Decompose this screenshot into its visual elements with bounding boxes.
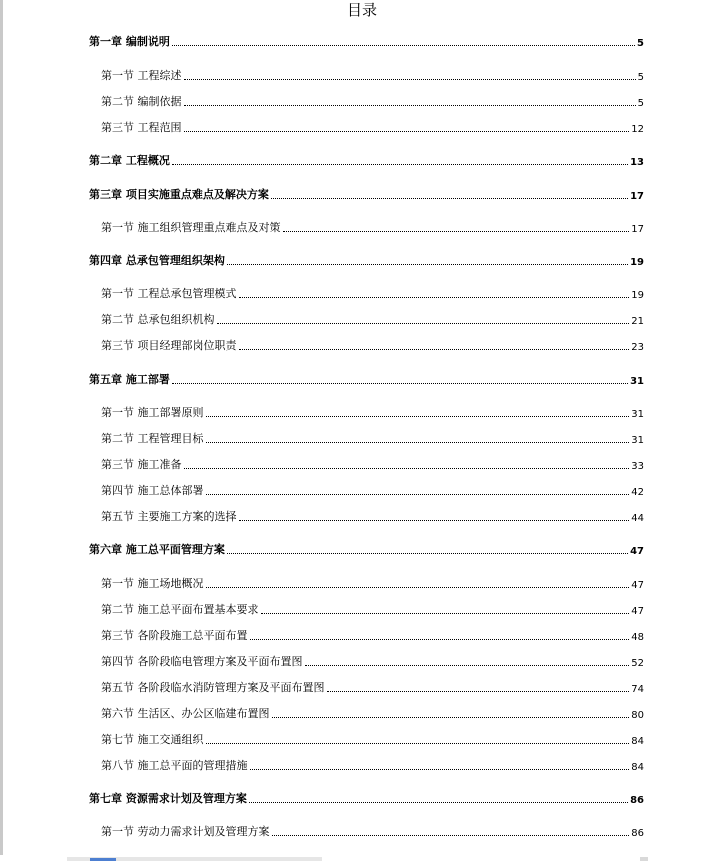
toc-dot-leader xyxy=(184,131,630,132)
toc-section-entry[interactable] xyxy=(101,679,644,695)
toc-section-entry[interactable] xyxy=(101,67,644,83)
toc-page-number: 84 xyxy=(631,736,644,747)
toc-entry-label: 第二节 编制依据 xyxy=(101,95,182,108)
bottom-scrollbar-area xyxy=(0,855,724,861)
toc-page-number: 42 xyxy=(631,487,644,498)
toc-page-number: 48 xyxy=(631,632,644,643)
toc-section-entry[interactable] xyxy=(101,823,644,839)
toc-entry-label: 第二节 工程管理目标 xyxy=(101,432,204,445)
toc-section-entry[interactable] xyxy=(101,93,644,109)
toc-section-entry[interactable] xyxy=(101,757,644,773)
toc-entry-label: 第四节 各阶段临电管理方案及平面布置图 xyxy=(101,655,303,668)
toc-entry-label: 第五章 施工部署 xyxy=(89,373,170,386)
toc-dot-leader xyxy=(227,264,628,265)
toc-entry-label: 第七章 资源需求计划及管理方案 xyxy=(89,792,247,805)
toc-entry-label: 第三章 项目实施重点难点及解决方案 xyxy=(89,188,269,201)
toc-page-number: 17 xyxy=(631,224,644,235)
toc-page-number: 33 xyxy=(631,461,644,472)
toc-dot-leader xyxy=(271,198,628,199)
scroll-corner xyxy=(640,857,648,861)
toc-chapter-entry[interactable] xyxy=(89,790,644,806)
toc-section-entry[interactable] xyxy=(101,404,644,420)
toc-entry-label: 第一节 施工部署原则 xyxy=(101,406,204,419)
toc-dot-leader xyxy=(305,665,630,666)
toc-page-number: 31 xyxy=(630,376,644,387)
toc-entry-label: 第一节 劳动力需求计划及管理方案 xyxy=(101,825,270,838)
toc-page-number: 5 xyxy=(637,38,644,49)
toc-entry-label: 第三节 工程范围 xyxy=(101,121,182,134)
toc-dot-leader xyxy=(184,79,636,80)
toc-chapter-entry[interactable] xyxy=(89,33,644,49)
toc-entry-label: 第七节 施工交通组织 xyxy=(101,733,204,746)
toc-dot-leader xyxy=(206,587,630,588)
toc-page-number: 19 xyxy=(631,290,644,301)
toc-dot-leader xyxy=(217,323,630,324)
toc-page-number: 31 xyxy=(631,435,644,446)
toc-entry-label: 第一节 工程总承包管理模式 xyxy=(101,287,237,300)
toc-dot-leader xyxy=(283,231,630,232)
toc-section-entry[interactable] xyxy=(101,119,644,135)
toc-dot-leader xyxy=(249,802,628,803)
toc-section-entry[interactable] xyxy=(101,627,644,643)
toc-section-entry[interactable] xyxy=(101,601,644,617)
toc-page-number: 5 xyxy=(637,72,644,83)
toc-entry-label: 第四节 施工总体部署 xyxy=(101,484,204,497)
toc-page-number: 84 xyxy=(631,762,644,773)
toc-dot-leader xyxy=(250,769,630,770)
toc-dot-leader xyxy=(239,297,630,298)
toc-entry-label: 第三节 施工准备 xyxy=(101,458,182,471)
toc-page-number: 44 xyxy=(631,513,644,524)
toc-entry-label: 第二章 工程概况 xyxy=(89,154,170,167)
toc-page-number: 80 xyxy=(631,710,644,721)
toc-chapter-entry[interactable] xyxy=(89,371,644,387)
toc-page-number: 13 xyxy=(630,157,644,168)
toc-section-entry[interactable] xyxy=(101,482,644,498)
toc-section-entry[interactable] xyxy=(101,575,644,591)
toc-dot-leader xyxy=(250,639,630,640)
toc-dot-leader xyxy=(206,494,630,495)
toc-entry-label: 第三节 各阶段施工总平面布置 xyxy=(101,629,248,642)
toc-page-number: 5 xyxy=(637,98,644,109)
toc-page-number: 47 xyxy=(630,546,644,557)
toc-dot-leader xyxy=(172,383,628,384)
toc-entry-label: 第六章 施工总平面管理方案 xyxy=(89,543,225,556)
toc-entry-label: 第六节 生活区、办公区临建布置图 xyxy=(101,707,270,720)
toc-section-entry[interactable] xyxy=(101,311,644,327)
toc-entry-label: 第一节 工程综述 xyxy=(101,69,182,82)
toc-entry-label: 第四章 总承包管理组织架构 xyxy=(89,254,225,267)
toc-section-entry[interactable] xyxy=(101,705,644,721)
document-title: 目录 xyxy=(346,1,377,19)
toc-dot-leader xyxy=(172,45,635,46)
toc-entry-label: 第五节 主要施工方案的选择 xyxy=(101,510,237,523)
toc-section-entry[interactable] xyxy=(101,508,644,524)
toc-dot-leader xyxy=(239,349,630,350)
toc-section-entry[interactable] xyxy=(101,456,644,472)
toc-page-number: 21 xyxy=(631,316,644,327)
toc-page-number: 47 xyxy=(631,580,644,591)
toc-page-number: 23 xyxy=(631,342,644,353)
toc-dot-leader xyxy=(206,743,630,744)
toc-page-number: 52 xyxy=(631,658,644,669)
toc-entry-label: 第三节 项目经理部岗位职责 xyxy=(101,339,237,352)
toc-chapter-entry[interactable] xyxy=(89,152,644,168)
toc-page-number: 19 xyxy=(630,257,644,268)
toc-page-number: 86 xyxy=(630,795,644,806)
toc-chapter-entry[interactable] xyxy=(89,541,644,557)
toc-page-number: 74 xyxy=(631,684,644,695)
toc-entry-label: 第五节 各阶段临水消防管理方案及平面布置图 xyxy=(101,681,325,694)
toc-dot-leader xyxy=(327,691,630,692)
toc-page-number: 86 xyxy=(631,828,644,839)
toc-dot-leader xyxy=(206,416,630,417)
toc-page-number: 31 xyxy=(631,409,644,420)
toc-dot-leader xyxy=(206,442,630,443)
toc-page-number: 12 xyxy=(631,124,644,135)
toc-dot-leader xyxy=(261,613,630,614)
toc-page-number: 47 xyxy=(631,606,644,617)
toc-entry-label: 第二节 施工总平面布置基本要求 xyxy=(101,603,259,616)
toc-page-number: 17 xyxy=(630,191,644,202)
toc-dot-leader xyxy=(172,164,628,165)
toc-section-entry[interactable] xyxy=(101,653,644,669)
toc-entry-label: 第二节 总承包组织机构 xyxy=(101,313,215,326)
toc-section-entry[interactable] xyxy=(101,731,644,747)
toc-section-entry[interactable] xyxy=(101,219,644,235)
toc-entry-label: 第一章 编制说明 xyxy=(89,35,170,48)
toc-dot-leader xyxy=(184,468,630,469)
toc-section-entry[interactable] xyxy=(101,337,644,353)
toc-dot-leader xyxy=(239,520,630,521)
toc-dot-leader xyxy=(272,717,630,718)
toc-dot-leader xyxy=(272,835,630,836)
toc-dot-leader xyxy=(227,553,628,554)
toc-chapter-entry[interactable] xyxy=(89,252,644,268)
toc-entry-label: 第一节 施工组织管理重点难点及对策 xyxy=(101,221,281,234)
toc-entry-label: 第一节 施工场地概况 xyxy=(101,577,204,590)
toc-dot-leader xyxy=(184,105,636,106)
toc-section-entry[interactable] xyxy=(101,285,644,301)
toc-entry-label: 第八节 施工总平面的管理措施 xyxy=(101,759,248,772)
toc-chapter-entry[interactable] xyxy=(89,186,644,202)
toc-section-entry[interactable] xyxy=(101,430,644,446)
